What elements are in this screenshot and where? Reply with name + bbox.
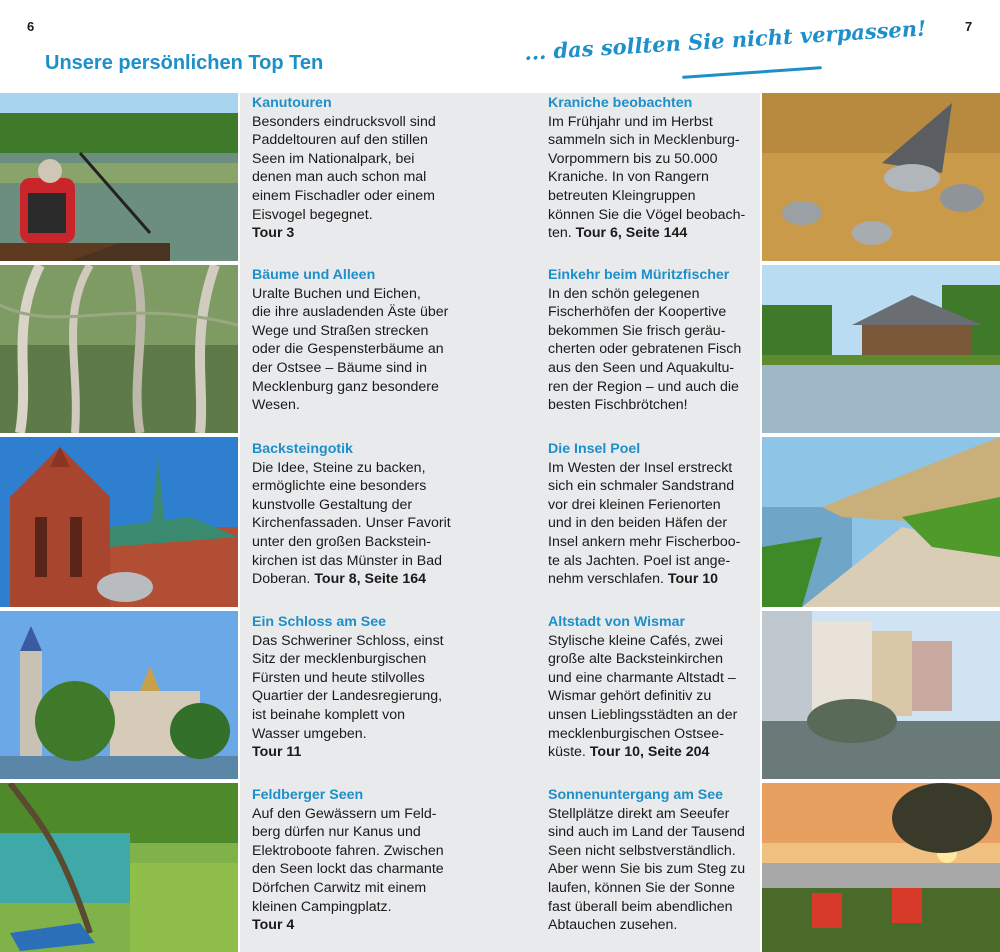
castle-photo: [0, 611, 238, 779]
section-heading-right: ... das sollten Sie nicht verpassen!: [523, 15, 927, 66]
trees-photo: [0, 265, 238, 433]
lake-photo: [0, 783, 238, 952]
entry-altstadt-von-wismar: [548, 613, 753, 762]
tour-reference: Tour 4: [252, 917, 295, 934]
fisher-hut-photo: [762, 265, 1000, 433]
wismar-photo: [762, 611, 1000, 779]
entry-einkehr-beim-mueritzfischer: [548, 266, 753, 415]
entry-backsteingotik: [252, 440, 462, 589]
page-number-left: 6: [27, 19, 35, 34]
tour-reference: Tour 10: [667, 571, 719, 588]
entry-body: Im Westen der Insel erstreckt sich ein schmaler Sandstrand vor drei kleinen Ferienorten und in den beiden Häfen der Insel ankern mehr Fischerboo- te als Jachten. Poel ist ange- nehm verschlafen. Tour 10: [548, 459, 741, 588]
entry-body: Im Frühjahr und im Herbst sammeln sich in Mecklenburg- Vorpommern bis zu 50.000 Kraniche. In von Rangern betreuten Kleingruppen können Sie die Vögel beobach- ten. Tour 6, Seite 144: [548, 113, 746, 242]
entry-ein-schloss-am-see: [252, 613, 462, 762]
tour-reference: Tour 3: [252, 225, 295, 242]
entry-body: Uralte Buchen und Eichen, die ihre ausladenden Äste über Wege und Straßen strecken oder die Gespensterbäume an der Ostsee – Bäume sind in Mecklenburg ganz besondere Wesen.: [252, 285, 449, 414]
tour-reference: Tour 10, Seite 204: [589, 744, 710, 761]
entry-body: Besonders eindrucksvoll sind Paddeltouren auf den stillen Seen im Nationalpark, bei denen man auch schon mal einem Fischadler oder einem Eisvogel begegnet.: [252, 113, 436, 223]
section-heading-left: Unsere persönlichen Top Ten: [45, 52, 324, 74]
entry-body: Stellplätze direkt am Seeufer sind auch im Land der Tausend Seen nicht selbstverständlich. Aber wenn Sie bis zum Steg zu laufen, können Sie der Sonne fast überall beim abendlichen Abtauchen zusehen.: [548, 805, 746, 934]
entry-body: Auf den Gewässern um Feld- berg dürfen nur Kanus und Elektroboote fahren. Zwischen den Seen lockt das charmante Dörfchen Carwitz mit einem kleinen Campingplatz.: [252, 805, 444, 915]
heading-underline: [682, 66, 822, 79]
entry-title: Bäume und Alleen: [252, 267, 376, 283]
tour-reference: Tour 11: [252, 744, 302, 761]
cranes-photo: [762, 93, 1000, 261]
entry-title: Einkehr beim Müritzfischer: [548, 267, 730, 283]
entry-body: Das Schweriner Schloss, einst Sitz der mecklenburgischen Fürsten und heute stilvolles Quartier der Landesregierung, ist beinahe komplett von Wasser umgeben.: [252, 632, 444, 742]
tour-reference: Tour 6, Seite 144: [575, 225, 688, 242]
entry-title: Ein Schloss am See: [252, 614, 387, 630]
entry-body: In den schön gelegenen Fischerhöfen der Koopertive bekommen Sie frisch geräu- cherten oder gebratenen Fisch aus den Seen und Aquakultu- ren der Region – und auch die besten Fischbrötchen!: [548, 285, 742, 414]
entry-title: Feldberger Seen: [252, 787, 364, 803]
sunset-photo: [762, 783, 1000, 952]
entry-sonnenuntergang-am-see: [548, 786, 753, 935]
page-number-right: 7: [965, 19, 973, 34]
canoe-photo: [0, 93, 238, 261]
entry-title: Altstadt von Wismar: [548, 614, 686, 630]
entry-kraniche-beobachten: [548, 94, 753, 243]
entry-title: Kanutouren: [252, 95, 332, 111]
church-photo: [0, 437, 238, 607]
entry-body: Die Idee, Steine zu backen, ermöglichte eine besonders kunstvolle Gestaltung der Kirchenfassaden. Unser Favorit unter den großen Backstein- kirchen ist das Münster in Bad Doberan. Tour 8, Seite 164: [252, 459, 451, 588]
entry-baeume-und-alleen: [252, 266, 462, 415]
entry-title: Backsteingotik: [252, 441, 353, 457]
entry-body: Stylische kleine Cafés, zwei große alte Backsteinkirchen und eine charmante Altstadt – Wismar gehört definitiv zu unsen Lieblingsstädten an der mecklenburgischen Ostsee- küste. Tour 10, Seite 204: [548, 632, 738, 761]
beach-photo: [762, 437, 1000, 607]
tour-reference: Tour 8, Seite 164: [314, 571, 427, 588]
entry-title: Sonnenuntergang am See: [548, 787, 724, 803]
entry-feldberger-seen: [252, 786, 462, 935]
entry-title: Kraniche beobachten: [548, 95, 693, 111]
entry-die-insel-poel: [548, 440, 753, 589]
entry-title: Die Insel Poel: [548, 441, 641, 457]
entry-kanutouren: [252, 94, 462, 243]
